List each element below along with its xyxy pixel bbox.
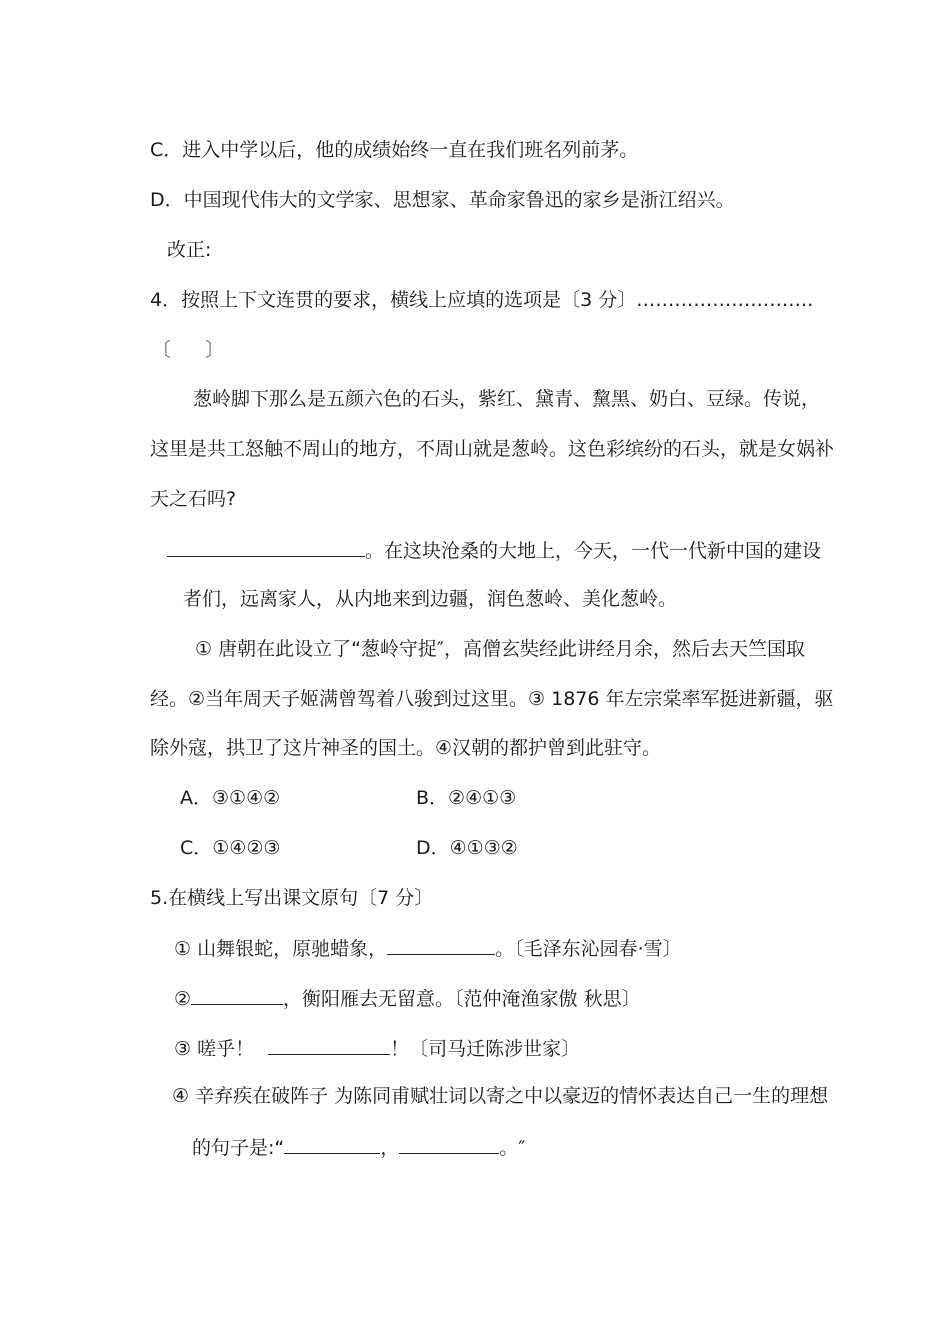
q4-choice-c[interactable]: C．①④②③ <box>180 837 281 859</box>
q5-item-1-blank[interactable] <box>387 934 495 955</box>
q4-sentences-line-1: ① 唐朝在此设立了“葱岭守捉″，高僧玄奘经此讲经月余，然后去天竺国取 <box>195 638 806 660</box>
q5-item-1-post: 。〔毛泽东沁园春·雪〕 <box>495 938 682 960</box>
q3-option-d: D．中国现代伟大的文学家、思想家、革命家鲁迅的家乡是浙江绍兴。 <box>150 189 735 211</box>
q4-answer-bracket[interactable]: 〔 〕 <box>152 339 239 361</box>
q4-passage-line-3: 天之石吗? <box>150 488 237 510</box>
q5-item-1-pre: ① 山舞银蛇，原驰蜡象， <box>174 938 388 960</box>
q5-item-1 <box>174 934 682 962</box>
q5-item-4-line-2 <box>192 1133 525 1161</box>
q4-blank-tail: 。在这块沧桑的大地上，今天，一代一代新中国的建设 <box>365 540 822 562</box>
q5-item-4-line-1: ④ 辛弃疾在破阵子 为陈同甫赋壮词以寄之中以豪迈的情怀表达自己一生的理想 <box>172 1085 829 1107</box>
q4-stem: 4．按照上下文连贯的要求，横线上应填的选项是〔3 分〕………………………. <box>150 289 814 311</box>
q5-stem: 5.在横线上写出课文原句〔7 分〕 <box>150 887 434 909</box>
q4-choice-b[interactable]: B．②④①③ <box>416 787 517 809</box>
q3-correction-label: 改正: <box>167 239 212 261</box>
q4-sentences-line-2: 经。②当年周天子姬满曾驾着八骏到过这里。③ 1876 年左宗棠率军挺进新疆，驱 <box>150 688 834 710</box>
q5-item-2-post: ，衡阳雁去无留意。〔范仲淹渔家傲 秋思〕 <box>283 988 641 1010</box>
q5-item-3-post: ！〔司马迁陈涉世家〕 <box>390 1038 581 1060</box>
q5-item-4-blank-2[interactable] <box>399 1133 499 1154</box>
q3-option-c: C．进入中学以后，他的成绩始终一直在我们班名列前茅。 <box>150 139 639 161</box>
q5-item-4-post: 。″ <box>499 1137 526 1159</box>
q5-item-4-pre: 的句子是:“ <box>192 1137 285 1159</box>
q5-item-3-pre: ③ 嗟乎！ <box>174 1038 255 1060</box>
q5-item-4-mid: ， <box>380 1137 400 1159</box>
q5-item-3 <box>174 1034 580 1062</box>
q5-item-2-blank[interactable] <box>191 984 283 1005</box>
q4-sentences-line-3: 除外寇，拱卫了这片神圣的国土。④汉朝的都护曾到此驻守。 <box>150 737 662 759</box>
q5-item-4-blank-1[interactable] <box>284 1133 380 1154</box>
q5-item-2-pre: ② <box>174 988 192 1010</box>
q4-passage-line-4 <box>167 536 821 564</box>
q4-fill-blank[interactable] <box>167 536 365 557</box>
q4-passage-line-5: 者们，远离家人，从内地来到边疆，润色葱岭、美化葱岭。 <box>183 588 678 610</box>
q4-passage-line-1: 葱岭脚下那么是五颜六色的石头，紫红、黛青、黧黑、奶白、豆绿。传说， <box>193 388 821 410</box>
q4-choice-d[interactable]: D．④①③② <box>416 837 518 859</box>
q4-choice-a[interactable]: A．③①④② <box>180 787 281 809</box>
q4-passage-line-2: 这里是共工怒触不周山的地方，不周山就是葱岭。这色彩缤纷的石头，就是女娲补 <box>150 438 835 460</box>
q5-item-2 <box>174 984 641 1012</box>
q5-item-3-blank[interactable] <box>268 1034 390 1055</box>
